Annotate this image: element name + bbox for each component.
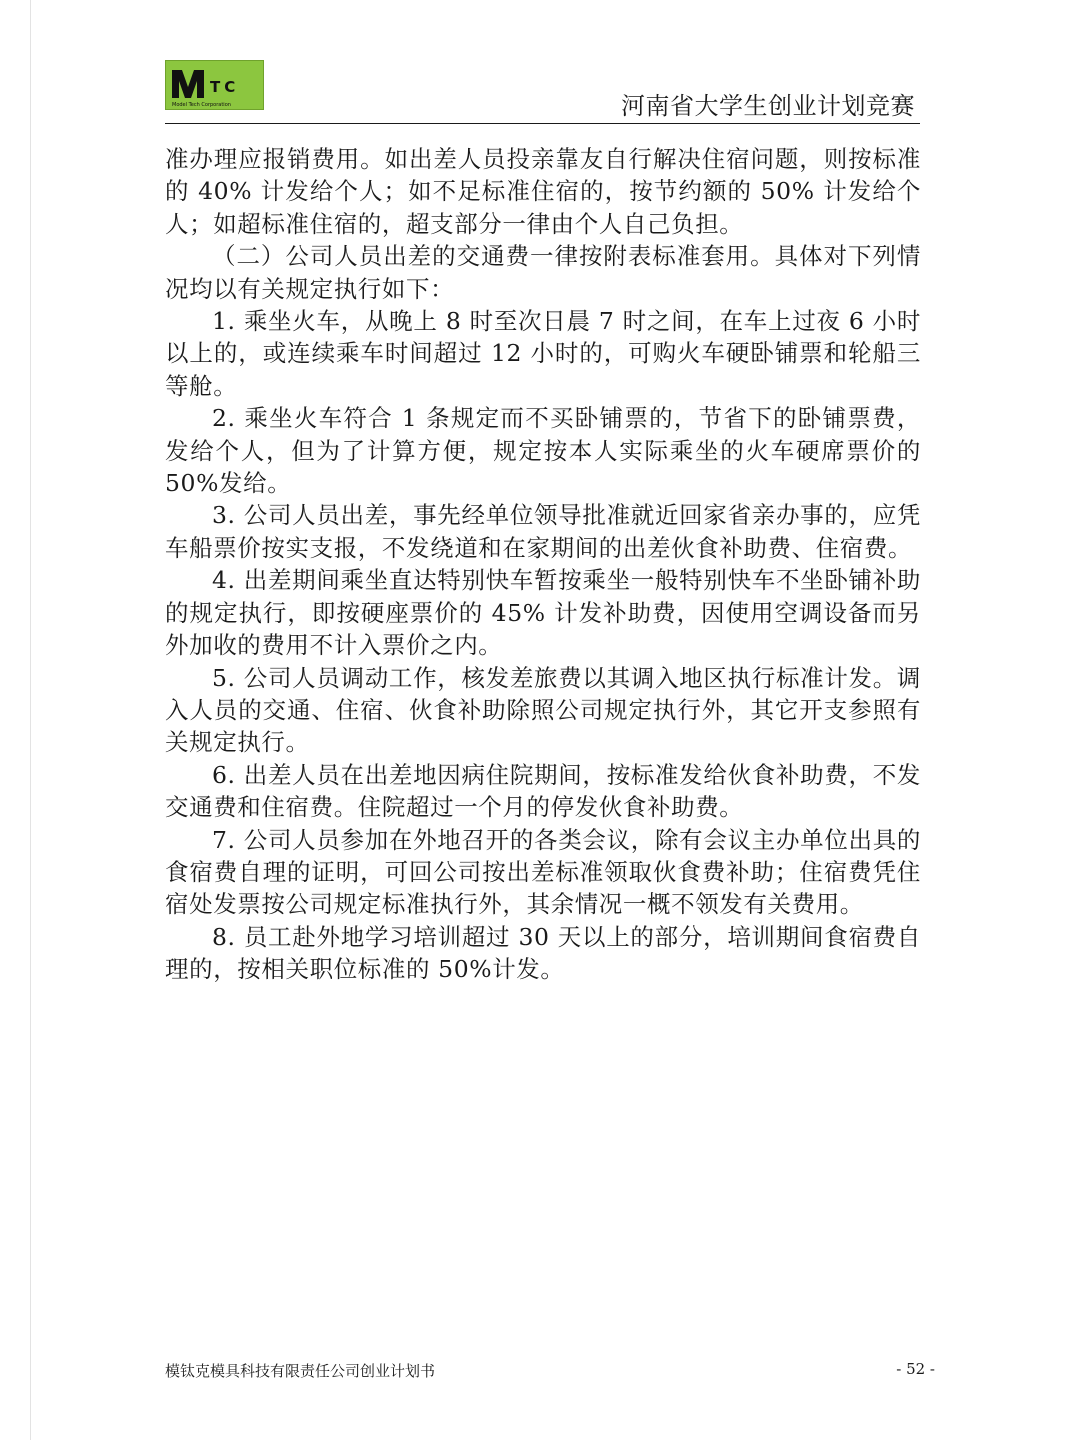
header-title: 河南省大学生创业计划竞赛 [621, 92, 915, 120]
footer-company-name: 模钛克模具科技有限责任公司创业计划书 [165, 1362, 436, 1380]
paragraph-item-4: 4. 出差期间乘坐直达特别快车暂按乘坐一般特别快车不坐卧铺补助的规定执行，即按硬座票价的 45% 计发补助费，因使用空调设备而另外加收的费用不计入票价之内。 [165, 566, 921, 660]
company-logo [165, 60, 264, 110]
paragraph-item-3: 3. 公司人员出差，事先经单位领导批准就近回家省亲办事的，应凭车船票价按实支报，不发绕道和在家期间的出差伙食补助费、住宿费。 [165, 501, 921, 562]
footer-page-number: - 52 - [896, 1360, 935, 1378]
paragraph-item-8: 8. 员工赴外地学习培训超过 30 天以上的部分，培训期间食宿费自理的，按相关职位标准的 50%计发。 [165, 922, 921, 984]
paragraph-continuation: 准办理应报销费用。如出差人员投亲靠友自行解决住宿问题，则按标准的 40% 计发给个人；如不足标准住宿的，按节约额的 50% 计发给个人；如超标准住宿的，超支部分一律由个人自己负担。 [165, 145, 921, 238]
svg-text:TC: TC [210, 78, 240, 96]
mtc-logo-icon [166, 61, 263, 109]
document-body [165, 143, 921, 986]
paragraph-item-2: 2. 乘坐火车符合 1 条规定而不买卧铺票的，节省下的卧铺票费，发给个人，但为了计算方便，规定按本人实际乘坐的火车硬席票价的 50%发给。 [165, 404, 921, 498]
page-edge-line [30, 0, 31, 1440]
paragraph-item-1: 1. 乘坐火车，从晚上 8 时至次日晨 7 时之间，在车上过夜 6 小时以上的，或连续乘车时间超过 12 小时的，可购火车硬卧铺票和轮船三等舱。 [165, 307, 921, 400]
paragraph-item-6: 6. 出差人员在出差地因病住院期间，按标准发给伙食补助费，不发交通费和住宿费。住院超过一个月的停发伙食补助费。 [165, 760, 921, 822]
svg-text:Model Tech Corporation: Model Tech Corporation [172, 102, 231, 108]
paragraph-transport-intro: （二）公司人员出差的交通费一律按附表标准套用。具体对下列情况均以有关规定执行如下： [165, 242, 921, 303]
paragraph-item-5: 5. 公司人员调动工作，核发差旅费以其调入地区执行标准计发。调入人员的交通、住宿、伙食补助除照公司规定执行外，其它开支参照有关规定执行。 [165, 663, 921, 757]
header-divider [165, 123, 920, 124]
paragraph-item-7: 7. 公司人员参加在外地召开的各类会议，除有会议主办单位出具的食宿费自理的证明，可回公司按出差标准领取伙食费补助；住宿费凭住宿处发票按公司规定标准执行外，其余情况一概不领发有关费用。 [165, 825, 921, 919]
